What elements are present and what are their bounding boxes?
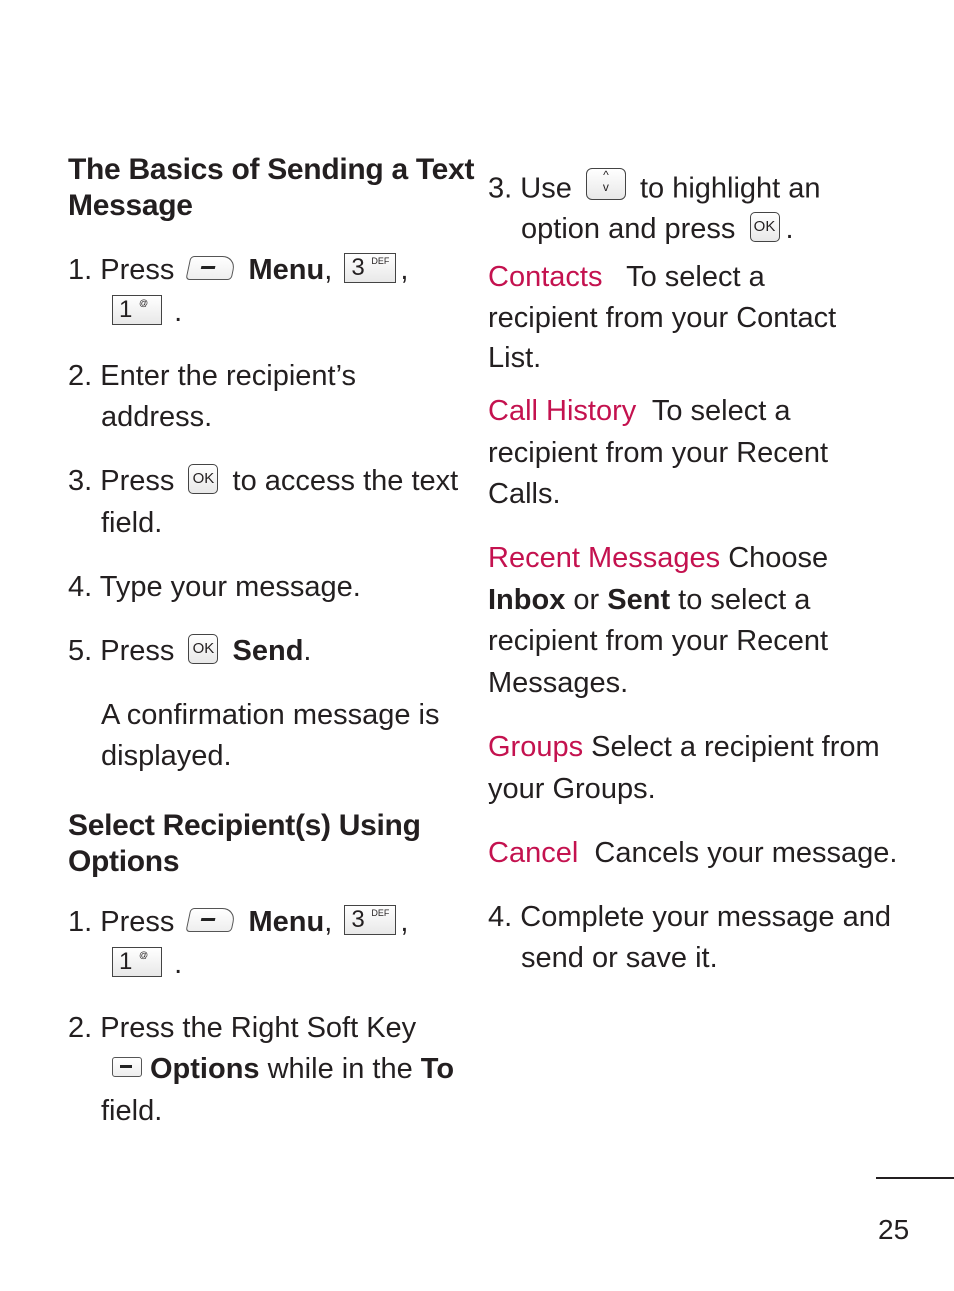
key-1-voicemail-icon: 1 @ — [112, 295, 162, 325]
step-4-complete: 4. Complete your message and — [488, 901, 892, 933]
option-groups: Groups Select a recipient from — [488, 731, 880, 763]
step-5: 5. Press OK Send. — [68, 635, 312, 667]
ok-key-icon: OK — [188, 634, 218, 664]
step-2: 2. Enter the recipient’s — [68, 360, 357, 392]
step-3-highlight: 3. Use ^ v to highlight an — [488, 168, 821, 205]
navigation-key-icon: ^ v — [586, 168, 626, 200]
ok-key-icon: OK — [750, 212, 780, 242]
footer-rule — [876, 1177, 954, 1179]
option-contacts-l3: List. — [488, 342, 542, 374]
confirmation-note-cont: displayed. — [101, 740, 232, 772]
options-step-1: 1. Press Menu, 3 DEF , — [68, 906, 409, 938]
page-number: 25 — [878, 1214, 910, 1245]
ok-key-icon: OK — [188, 464, 218, 494]
section-heading-basics: The Basics of Sending a Text — [68, 153, 475, 186]
option-contacts-l2: recipient from your Contact — [488, 302, 837, 334]
step-1: 1. Press Menu, 3 DEF , — [68, 254, 409, 286]
step-2-cont: address. — [101, 401, 213, 433]
step-3-highlight-cont: option and press OK . — [521, 213, 794, 245]
option-cancel: Cancel Cancels your message. — [488, 837, 898, 869]
option-recent-messages-l3: recipient from your Recent — [488, 625, 829, 657]
key-3-def-icon: 3 DEF — [344, 253, 396, 283]
step-3-cont: field. — [101, 507, 163, 539]
step-3: 3. Press OK to access the text — [68, 465, 459, 497]
step-1-cont: 1 @ . — [108, 292, 182, 333]
key-3-def-icon: 3 DEF — [344, 905, 396, 935]
left-soft-key-icon — [186, 908, 237, 932]
option-recent-messages: Recent Messages Choose — [488, 542, 829, 574]
option-groups-l2: your Groups. — [488, 773, 656, 805]
section-heading-basics-cont: Message — [68, 189, 193, 222]
confirmation-note: A confirmation message is — [101, 699, 440, 731]
step-4-complete-cont: send or save it. — [521, 942, 718, 974]
option-call-history-l3: Calls. — [488, 478, 561, 510]
option-contacts: Contacts To select a — [488, 261, 765, 293]
option-call-history: Call History To select a — [488, 395, 791, 427]
option-recent-messages-l2: Inbox or Sent to select a — [488, 584, 811, 616]
right-soft-key-icon — [112, 1057, 142, 1077]
option-call-history-l2: recipient from your Recent — [488, 437, 829, 469]
left-soft-key-icon — [186, 256, 237, 280]
options-step-1-cont: 1 @ . — [108, 944, 182, 985]
options-step-2-cont: Options while in the To — [112, 1049, 454, 1090]
key-1-voicemail-icon: 1 @ — [112, 947, 162, 977]
options-step-2: 2. Press the Right Soft Key — [68, 1012, 417, 1044]
section-heading-options-cont: Options — [68, 845, 180, 878]
section-heading-options: Select Recipient(s) Using — [68, 809, 421, 842]
step-4: 4. Type your message. — [68, 571, 361, 603]
option-recent-messages-l4: Messages. — [488, 667, 629, 699]
options-step-2-end: field. — [101, 1095, 163, 1127]
